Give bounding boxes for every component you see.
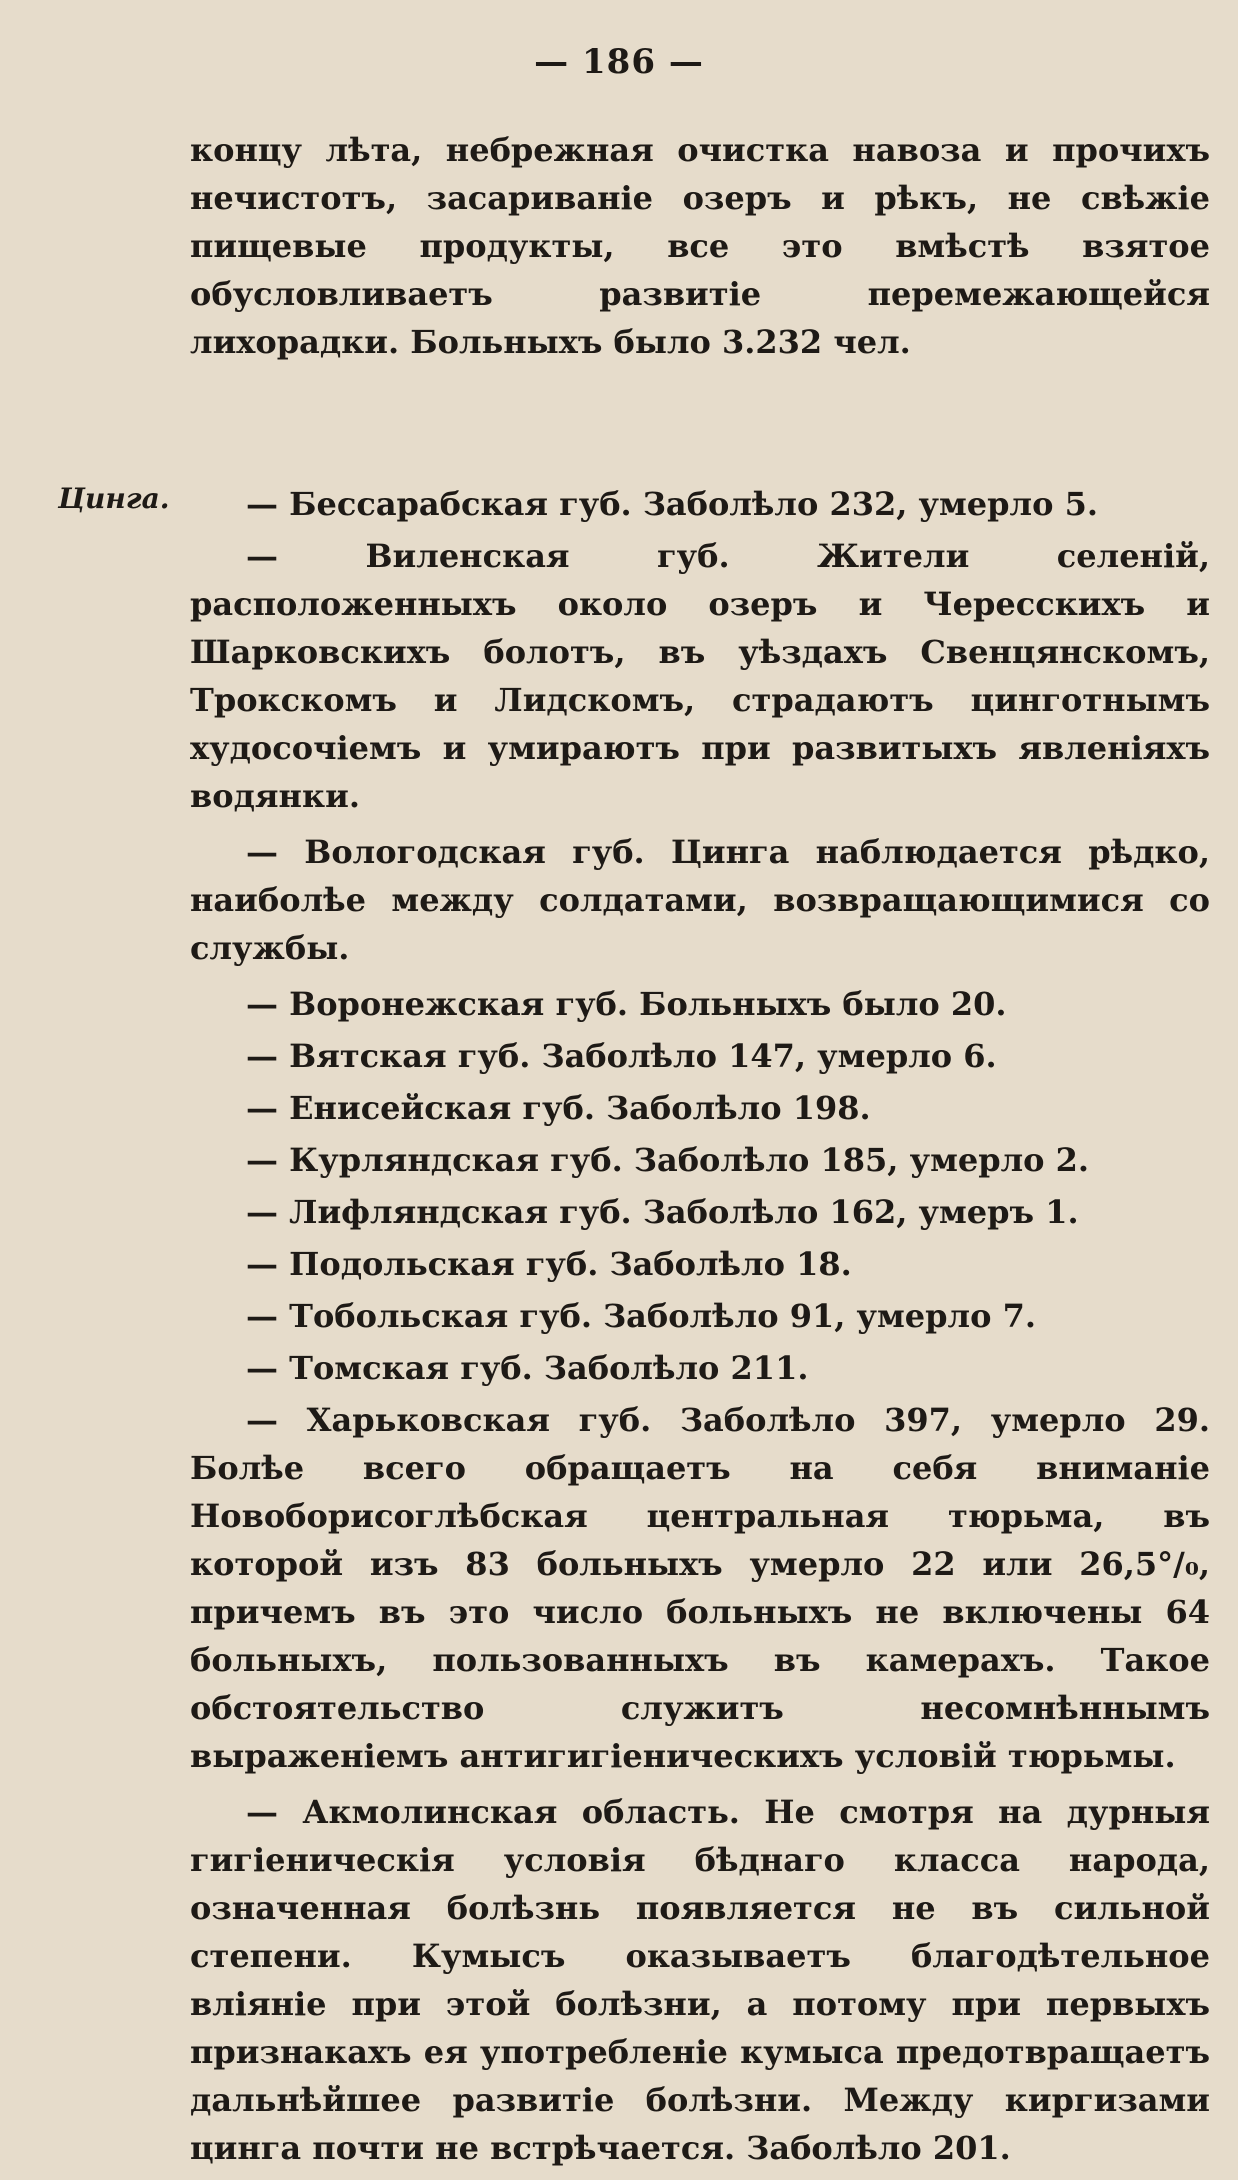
- entry-vologda: — Вологодская губ. Цинга наблюдается рѣдко, наиболѣе между солдатами, возвращающимися со службы.: [190, 833, 1210, 967]
- entry-vyatka: — Вятская губ. Заболѣло 147, умерло 6.: [246, 1037, 997, 1075]
- page-number: — 186 —: [534, 42, 704, 82]
- entry-voronezh: — Воронежская губ. Больныхъ было 20.: [246, 985, 1007, 1023]
- entry-akmolinsk: — Акмолинская область. Не смотря на дурныя гигiеническiя условiя бѣднаго класса народа, означенная болѣзнь появляется не въ сильной степени. Кумысъ оказываетъ благодѣтельное влiянiе при этой болѣзни, а потому при первыхъ признакахъ ея употребленiе кумыса предотвращаетъ дальнѣйшее развитiе болѣзни. Между киргизами цинга почти не встрѣчается. Заболѣло 201.: [190, 1793, 1210, 2167]
- intro-paragraph-block: [190, 126, 1210, 374]
- entry-yenisei: — Енисейская губ. Заболѣло 198.: [246, 1089, 871, 1127]
- entry-kharkov: — Харьковская губ. Заболѣло 397, умерло 29. Болѣе всего обращаетъ на себя вниманiе Новоборисоглѣбская центральная тюрьма, въ которой изъ 83 больныхъ умерло 22 или 26,5°/₀, причемъ въ это число больныхъ не включены 64 больныхъ, пользованныхъ въ камерахъ. Такое обстоятельство служитъ несомнѣннымъ выраженiемъ антигигiеническихъ условiй тюрьмы.: [190, 1401, 1210, 1775]
- entry-bessarabia: — Бессарабская губ. Заболѣло 232, умерло 5.: [246, 485, 1098, 523]
- entry-tomsk: — Томская губ. Заболѣло 211.: [246, 1349, 809, 1387]
- entry-tobolsk: — Тобольская губ. Заболѣло 91, умерло 7.: [246, 1297, 1036, 1335]
- intro-paragraph: концу лѣта, небрежная очистка навоза и прочихъ нечистотъ, засариванiе озеръ и рѣкъ, не свѣжiе пищевые продукты, все это вмѣстѣ взятое обусловливаетъ развитiе перемежающейся лихорадки. Больныхъ было 3.232 чел.: [190, 131, 1210, 361]
- section-side-label: Цинга.: [58, 482, 170, 515]
- entry-vilna: — Виленская губ. Жители селенiй, расположенныхъ около озеръ и Чересскихъ и Шарковскихъ болотъ, въ уѣздахъ Свенцянскомъ, Трокскомъ и Лидскомъ, страдаютъ цинготнымъ худосочiемъ и умираютъ при развитыхъ явленiяхъ водянки.: [190, 537, 1210, 815]
- entry-courland: — Курляндская губ. Заболѣло 185, умерло 2.: [246, 1141, 1090, 1179]
- entry-livonia: — Лифляндская губ. Заболѣло 162, умеръ 1.: [246, 1193, 1079, 1231]
- scurvy-section: [190, 480, 1210, 2180]
- entry-podolia: — Подольская губ. Заболѣло 18.: [246, 1245, 852, 1283]
